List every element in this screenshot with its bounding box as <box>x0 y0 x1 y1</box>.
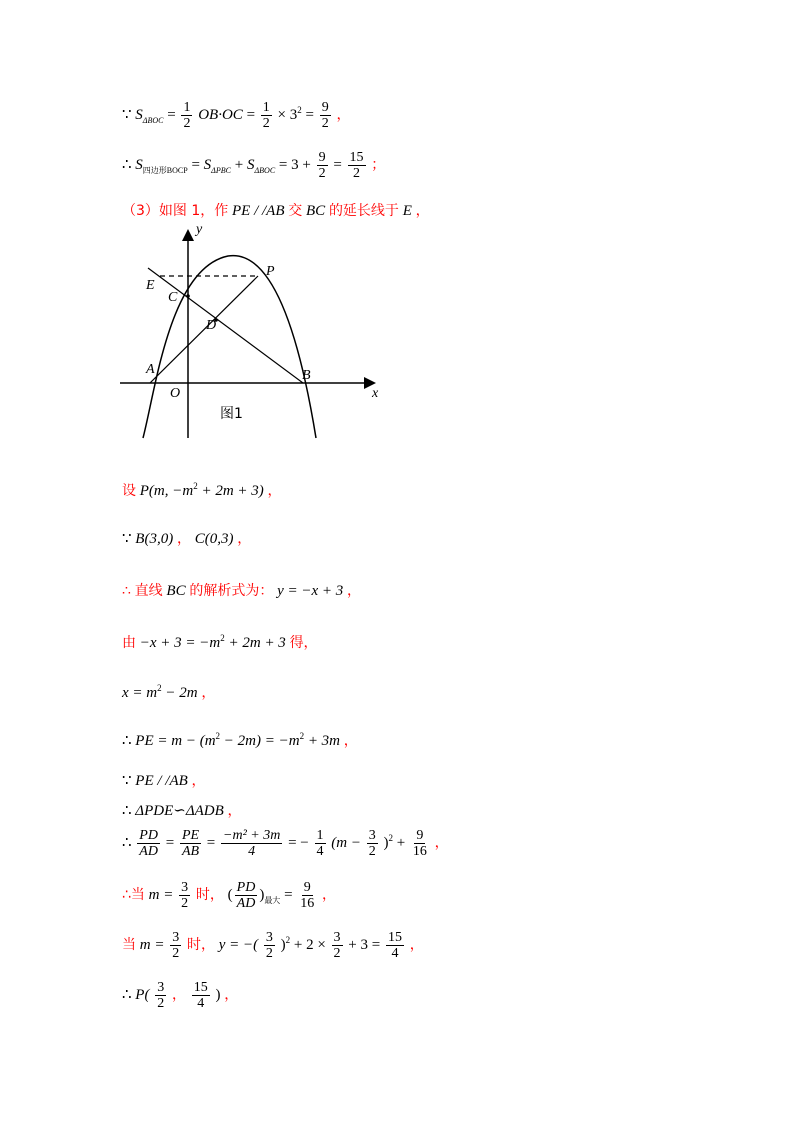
math: BC <box>306 203 326 219</box>
point-c <box>186 294 190 298</box>
fraction <box>192 980 210 1011</box>
fraction <box>315 828 326 859</box>
num: 3 <box>172 930 180 945</box>
text: 得， <box>289 635 318 651</box>
fraction-result <box>320 100 331 131</box>
semicolon: ； <box>371 156 386 173</box>
paren: ( <box>227 886 233 903</box>
text: 当 <box>122 936 136 953</box>
den: 4 <box>316 844 324 859</box>
math: P(m, −m <box>139 483 194 499</box>
comma: ， <box>267 483 282 499</box>
den: 4 <box>197 996 205 1011</box>
line-bc-equation <box>122 580 361 600</box>
line-part3-intro <box>122 200 430 220</box>
line-ap <box>150 276 258 383</box>
therefore-symbol: ∴ <box>122 801 132 819</box>
fraction <box>180 828 201 859</box>
figure-graph <box>118 228 388 443</box>
text: 时， <box>186 936 215 953</box>
paren: ) <box>215 986 221 1003</box>
math: ΔPDE∽ΔADB <box>135 803 224 819</box>
math: E <box>402 203 412 219</box>
den: AD <box>139 844 158 859</box>
fraction <box>155 980 166 1011</box>
label-e: E <box>146 278 155 293</box>
text: ∴当 <box>122 886 145 903</box>
eq: = 3 + <box>278 156 311 173</box>
eq: = <box>206 834 216 851</box>
math: x = m <box>122 685 158 701</box>
label-c: C <box>168 290 178 305</box>
square: 2 <box>285 934 291 945</box>
line-points-bc <box>122 528 251 548</box>
math: + 3m <box>304 733 341 749</box>
num: 3 <box>333 930 341 945</box>
den: 2 <box>181 896 189 911</box>
fraction <box>235 880 258 911</box>
fraction-half <box>181 100 192 131</box>
line-pe-length <box>122 730 358 750</box>
den: 2 <box>183 116 191 131</box>
math: + 2m + 3 <box>224 635 286 651</box>
math: m = <box>148 886 174 903</box>
fraction <box>332 930 343 961</box>
num: 1 <box>316 828 324 843</box>
num: 15 <box>387 930 402 945</box>
label-b: B <box>302 368 311 383</box>
s: S <box>203 156 212 173</box>
math: + 2m + 3) <box>197 483 264 499</box>
comma: ， <box>176 531 191 547</box>
math: (m − <box>331 834 361 851</box>
num: 9 <box>416 828 424 843</box>
plus: + <box>396 834 406 851</box>
line-area-bocp <box>122 150 385 181</box>
fraction <box>170 930 181 961</box>
eq: = <box>333 156 342 173</box>
square: 2 <box>297 104 302 115</box>
line-ratio <box>122 828 449 859</box>
den: 16 <box>412 844 427 859</box>
times-three: × 3 <box>277 106 298 123</box>
comma: ， <box>201 685 216 701</box>
num: −m² + 3m <box>223 828 281 843</box>
math: − 2m <box>161 685 198 701</box>
eq: = <box>165 834 175 851</box>
comma: ， <box>191 773 206 789</box>
math: −x + 3 = −m <box>139 635 221 651</box>
den: AD <box>236 896 256 911</box>
s-sub: ΔBOC <box>254 165 276 175</box>
because-symbol: ∵ <box>122 104 132 123</box>
text: （3）如图 1，作 <box>122 203 229 219</box>
num: 9 <box>321 100 329 115</box>
eq: = − <box>288 834 309 851</box>
square: 2 <box>299 731 305 741</box>
text: 设 <box>122 483 136 499</box>
s-sub: ΔPBC <box>211 165 231 175</box>
comma: ， <box>434 834 449 851</box>
s: S <box>135 106 143 123</box>
den: 16 <box>300 896 315 911</box>
text: 的延长线于 <box>328 203 399 219</box>
square: 2 <box>388 832 393 843</box>
eq: = <box>305 106 314 123</box>
s-sub: ΔBOC <box>142 115 164 125</box>
label-p: P <box>266 264 275 279</box>
s: S <box>246 156 255 173</box>
den: 2 <box>333 946 341 961</box>
fraction <box>264 930 275 961</box>
square: 2 <box>215 731 221 741</box>
math: C(0,3) <box>194 531 234 547</box>
square: 2 <box>220 633 225 643</box>
text: 由 <box>122 635 136 651</box>
num: PD <box>236 880 256 895</box>
therefore-symbol: ∴ <box>122 984 132 1003</box>
comma: ， <box>347 583 362 599</box>
therefore-symbol: ∴ <box>122 154 132 173</box>
line-y-value <box>122 930 424 961</box>
fraction <box>386 930 404 961</box>
num: 1 <box>183 100 191 115</box>
den: AB <box>181 844 200 859</box>
s: S <box>135 156 143 173</box>
because-symbol: ∵ <box>122 771 132 789</box>
fraction <box>179 880 190 911</box>
therefore-symbol: ∴ <box>122 583 131 599</box>
math: PE / /AB <box>232 203 285 219</box>
num: 3 <box>181 880 189 895</box>
math: B(3,0) <box>135 531 174 547</box>
den: 4 <box>248 844 256 859</box>
num: 15 <box>193 980 208 995</box>
comma: ， <box>322 886 337 903</box>
fraction <box>367 828 378 859</box>
figure-caption: 图1 <box>220 406 243 422</box>
num: 9 <box>303 880 311 895</box>
eq: = <box>191 156 200 173</box>
den: 2 <box>265 946 273 961</box>
label-d: D <box>206 318 217 333</box>
fraction <box>221 828 282 859</box>
therefore-symbol: ∴ <box>122 832 132 851</box>
line-area-boc <box>122 100 350 131</box>
math: ) <box>383 834 389 851</box>
label-o: O <box>170 386 181 401</box>
num: PD <box>139 828 158 843</box>
math: y = −( <box>218 936 259 953</box>
math: P( <box>135 986 150 1003</box>
den: 2 <box>172 946 180 961</box>
eq: = <box>167 106 176 123</box>
fraction <box>298 880 316 911</box>
den: 2 <box>368 844 376 859</box>
den: 2 <box>321 116 329 131</box>
line-pe-parallel <box>122 770 206 790</box>
comma: ， <box>227 803 242 819</box>
comma: ， <box>237 531 252 547</box>
square: 2 <box>157 683 162 693</box>
line-from-equation <box>122 632 318 652</box>
num: 3 <box>368 828 376 843</box>
math: m = <box>139 936 165 953</box>
text: ， <box>415 203 430 219</box>
num: 3 <box>265 930 273 945</box>
comma: ， <box>343 733 358 749</box>
comma: ， <box>224 986 239 1003</box>
num: 9 <box>318 150 326 165</box>
fraction-half-2 <box>261 100 272 131</box>
eq: = <box>284 886 293 903</box>
den: 2 <box>157 996 165 1011</box>
fraction <box>317 150 328 181</box>
figure-1 <box>118 222 388 443</box>
fraction <box>411 828 429 859</box>
den: 2 <box>262 116 270 131</box>
paren: ) <box>280 936 286 953</box>
math: PE / /AB <box>135 773 188 789</box>
line-max-ratio <box>122 880 336 911</box>
den: 2 <box>353 166 361 181</box>
ob-oc: OB·OC <box>198 106 243 123</box>
text: 的解析式为： <box>189 583 274 599</box>
comma: ， <box>171 986 186 1003</box>
s-sub: 四边形BOCP <box>142 165 188 175</box>
den: 2 <box>318 166 326 181</box>
square: 2 <box>193 481 198 491</box>
math: PE = m − (m <box>135 733 216 749</box>
because-symbol: ∵ <box>122 529 132 547</box>
math: + 3 = <box>348 936 381 953</box>
paren: ) <box>259 886 265 903</box>
line-x-value <box>122 682 215 702</box>
label-a: A <box>146 362 155 377</box>
fraction <box>348 150 366 181</box>
math: + 2 × <box>293 936 326 953</box>
num: 1 <box>262 100 270 115</box>
num: PE <box>181 828 200 843</box>
comma: ， <box>409 936 424 953</box>
comma: ， <box>336 106 351 123</box>
line-similar-triangles <box>122 800 242 820</box>
line-point-p <box>122 980 238 1011</box>
fraction <box>137 828 160 859</box>
den: 4 <box>391 946 399 961</box>
sub-max: 最大 <box>264 895 281 905</box>
math: BC <box>166 583 186 599</box>
line-set-p <box>122 480 282 500</box>
text: 交 <box>288 203 303 219</box>
math: − 2m) = −m <box>220 733 300 749</box>
eq: = <box>246 106 256 123</box>
label-x: x <box>372 386 379 401</box>
text: 时， <box>195 886 224 903</box>
label-y: y <box>196 222 203 237</box>
plus: + <box>234 156 244 173</box>
text: 直线 <box>134 583 163 599</box>
math: y = −x + 3 <box>277 583 344 599</box>
num: 15 <box>349 150 364 165</box>
therefore-symbol: ∴ <box>122 731 132 749</box>
num: 3 <box>157 980 165 995</box>
